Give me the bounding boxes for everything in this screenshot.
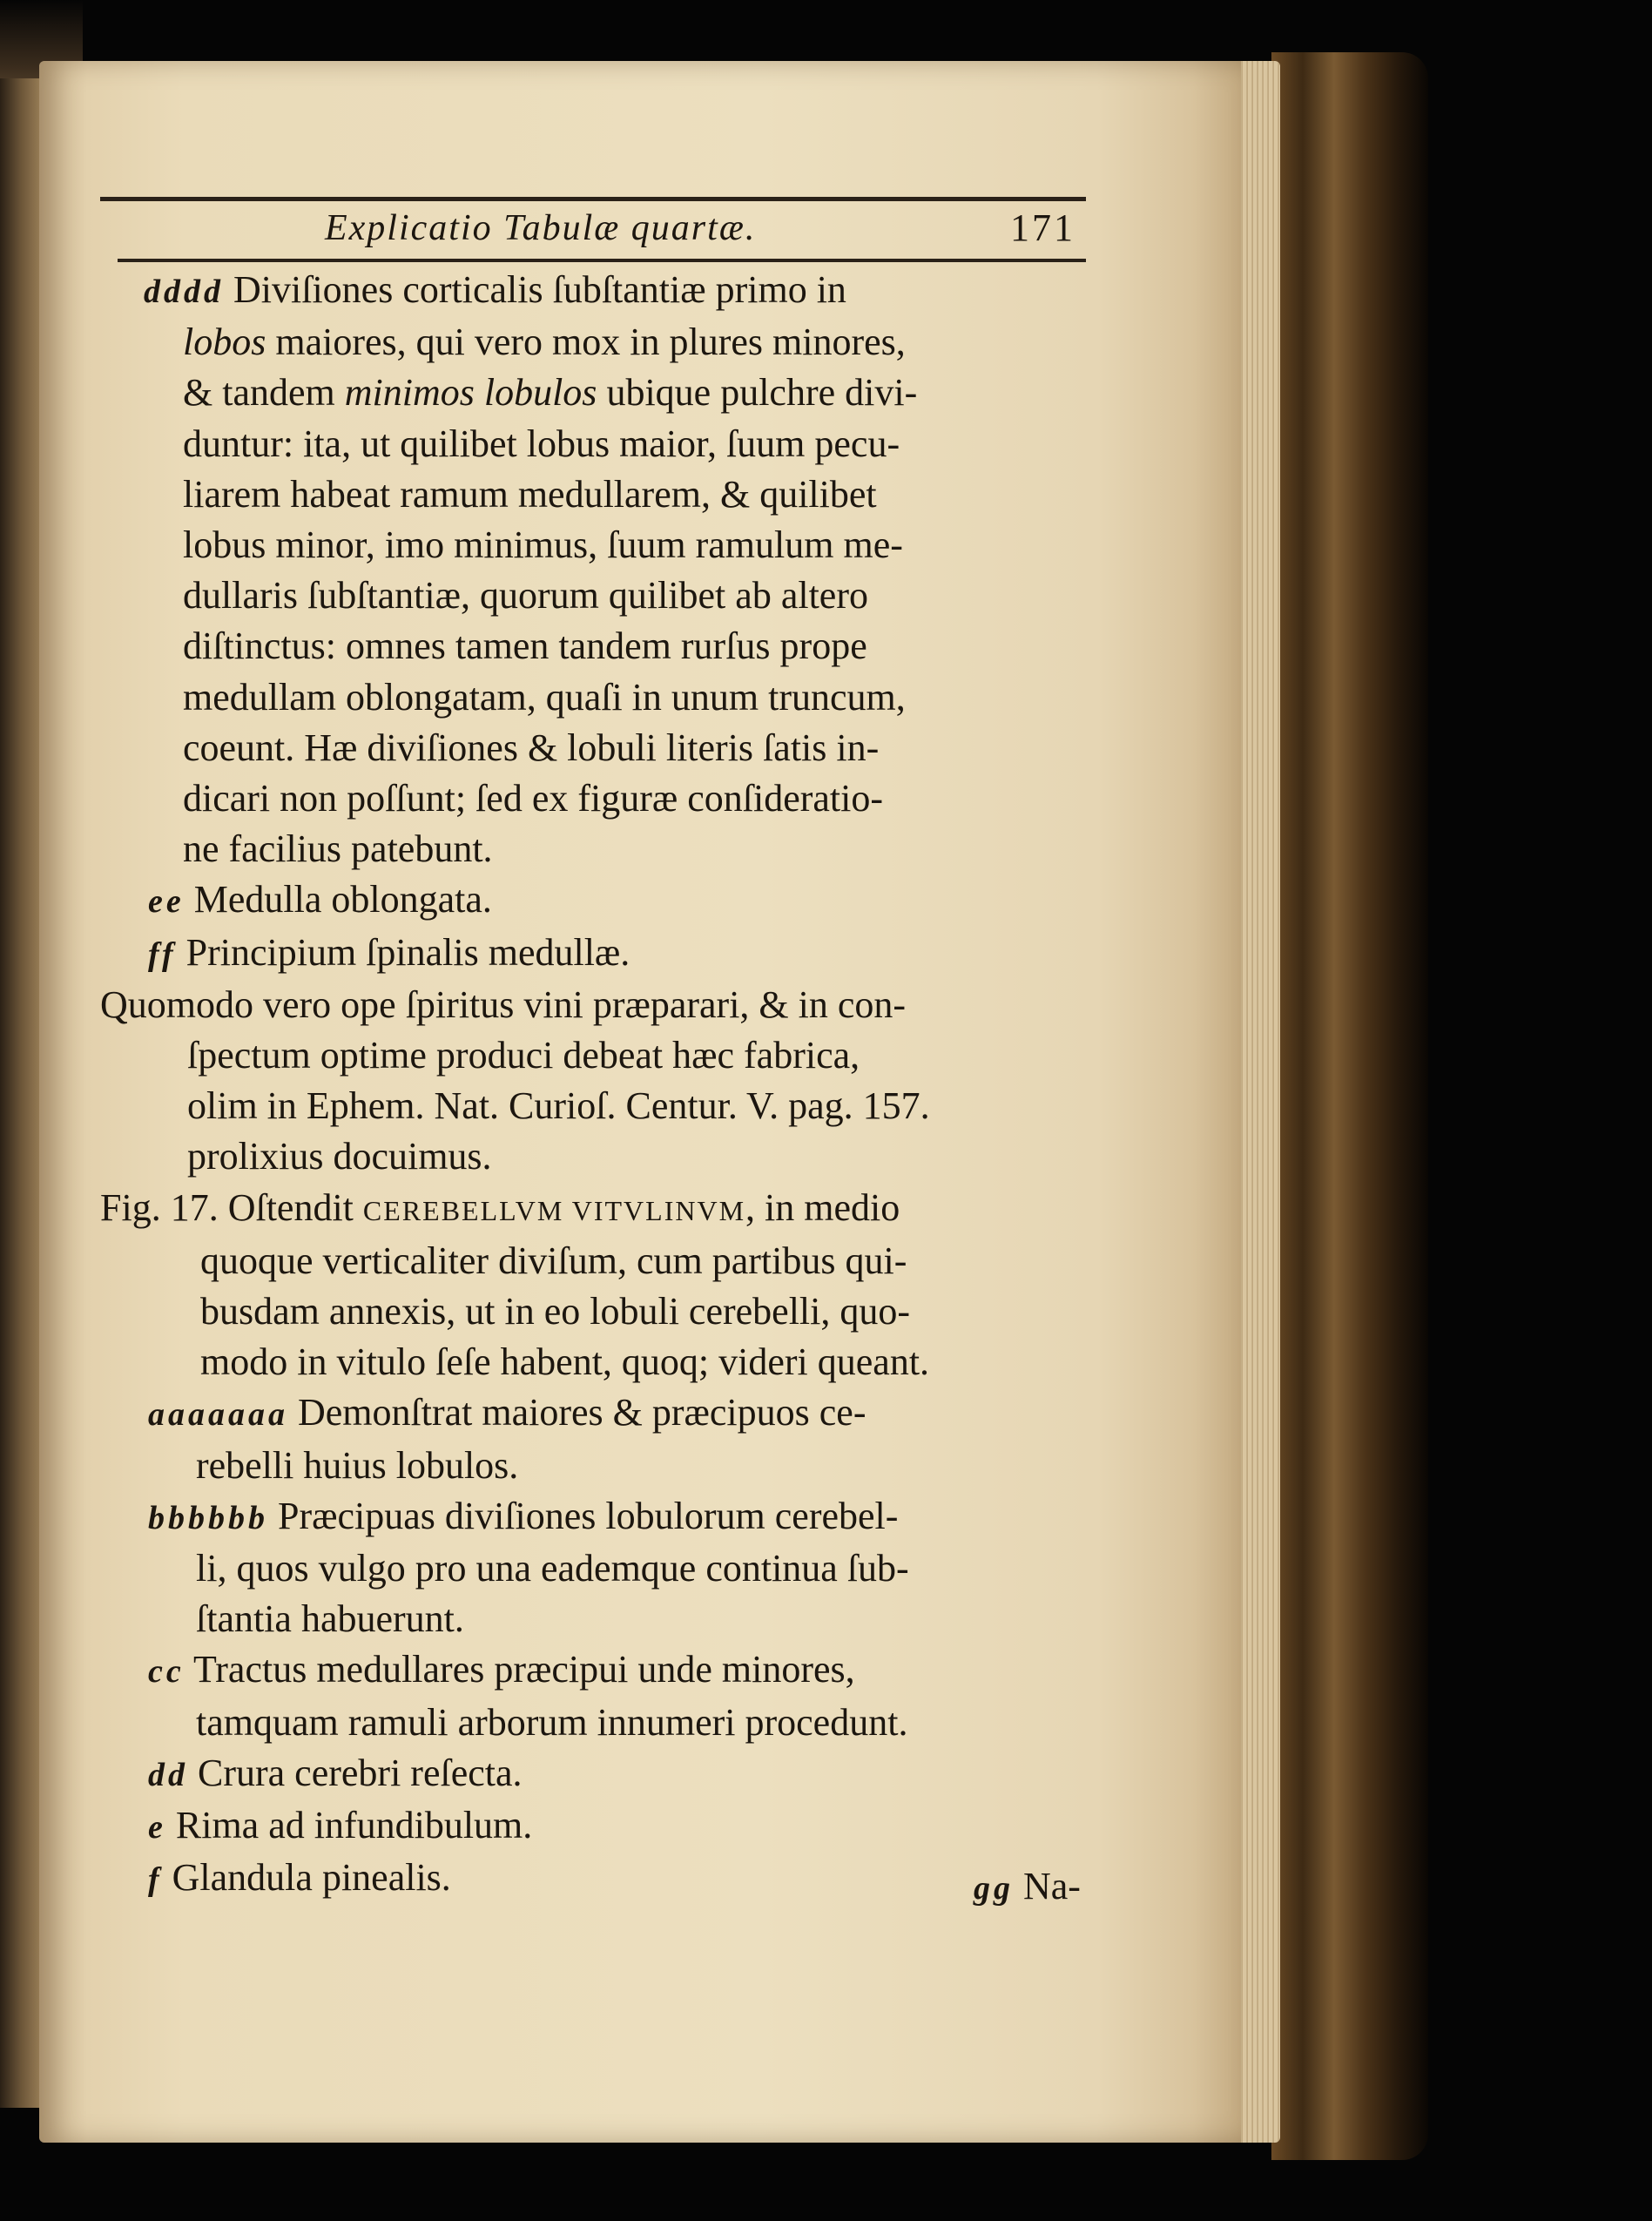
text-line	[100, 621, 1123, 672]
text-run: Medulla oblongata.	[184, 878, 492, 921]
text-line	[100, 1081, 1123, 1131]
text-line	[100, 1337, 1123, 1387]
text-line	[100, 1236, 1123, 1286]
figure-key: dd	[148, 1756, 188, 1793]
text-line	[100, 980, 1123, 1030]
text-run: modo in vitulo ſeſe habent, quoq; videri queant.	[200, 1340, 930, 1384]
text-run: coeunt. Hæ diviſiones & lobuli literis ſatis in-	[183, 726, 880, 769]
text-run: ne facilius patebunt.	[183, 827, 493, 871]
text-line	[100, 520, 1123, 570]
text-line	[100, 469, 1123, 520]
entry	[100, 874, 1123, 927]
text-line	[100, 1183, 1123, 1236]
text-run: Crura cerebri reſecta.	[188, 1751, 523, 1794]
catchword-text: Na-	[1023, 1865, 1081, 1907]
text-run: dicari non poſſunt; ſed ex figuræ conſideratio-	[183, 777, 884, 820]
text-line	[100, 773, 1123, 824]
figure-key: dddd	[144, 273, 224, 310]
text-run: rebelli huius lobulos.	[196, 1443, 519, 1487]
text-run: , in medio	[745, 1185, 900, 1229]
book-page	[39, 61, 1241, 2143]
text-line	[100, 265, 1123, 317]
text-run: Demonſtrat maiores & præcipuos ce-	[288, 1391, 866, 1435]
text-line	[100, 1800, 1123, 1853]
text-run: olim in Ephem. Nat. Curioſ. Centur. V. pag. 157.	[187, 1084, 930, 1128]
text-line	[100, 928, 1123, 980]
text-line	[100, 368, 1123, 418]
text-run: Quomodo vero ope ſpiritus vini præparari, & in con-	[100, 982, 907, 1026]
figure-key: aaaaaaa	[148, 1396, 288, 1434]
text-line	[100, 1030, 1123, 1081]
text-run: maiores, qui vero mox in plures minores,	[266, 321, 906, 364]
text-line	[100, 1131, 1123, 1182]
catchword-key: gg	[974, 1870, 1014, 1907]
text-run: quoque verticaliter diviſum, cum partibus qui-	[200, 1239, 907, 1282]
header-rule-top	[100, 197, 1086, 201]
text-run: medullam oblongatam, quaſi in unum truncum,	[183, 675, 906, 719]
text-run: lobus minor, imo minimus, ſuum ramulum me-	[183, 523, 903, 567]
text-run: li, quos vulgo pro una eademque continua ſub-	[196, 1547, 909, 1590]
text-run: Tractus medullares præcipui unde minores,	[184, 1648, 855, 1691]
text-run: ſpectum optime produci debeat hæc fabrica,	[187, 1034, 860, 1077]
text-line	[100, 1748, 1123, 1800]
text-run: liarem habeat ramum medullarem, & quilibet	[183, 472, 877, 516]
text-line	[100, 1698, 1123, 1748]
figure-key: ff	[148, 935, 177, 973]
text-line	[100, 723, 1123, 773]
text-run: lobos	[183, 321, 266, 364]
entry	[100, 1800, 1123, 1853]
text-run: tamquam ramuli arborum innumeri procedunt.	[196, 1700, 908, 1744]
text-run: Præcipuas diviſiones lobulorum cerebel-	[268, 1494, 899, 1537]
text-line	[100, 1594, 1123, 1644]
figure-key: cc	[148, 1653, 185, 1691]
entry	[100, 1491, 1123, 1645]
text-line	[100, 419, 1123, 469]
text-line	[100, 1387, 1123, 1440]
text-line	[100, 1644, 1123, 1697]
text-run: minimos lobulos	[344, 371, 597, 415]
figure-key: bbbbbb	[148, 1499, 268, 1536]
text-line	[100, 317, 1123, 368]
text-run: ſtantia habuerunt.	[196, 1597, 464, 1641]
entry	[100, 980, 1123, 1183]
text-run: Diviſiones corticalis ſubſtantiæ primo in	[224, 268, 846, 311]
text-line	[100, 1853, 1123, 1905]
entry	[100, 1748, 1123, 1800]
text-line	[100, 570, 1123, 621]
text-line	[100, 874, 1123, 927]
book-spine	[1271, 52, 1428, 2160]
text-run: CEREBELLVM VITVLINVM	[362, 1194, 746, 1226]
text-run: & tandem	[183, 371, 345, 415]
text-line	[100, 1441, 1123, 1491]
text-run: busdam annexis, ut in eo lobuli cerebelli, quo-	[200, 1290, 911, 1333]
text-line	[100, 672, 1123, 723]
text-line	[100, 1491, 1123, 1543]
text-run: dullaris ſubſtantiæ, quorum quilibet ab altero	[183, 574, 868, 618]
text-run: diſtinctus: omnes tamen tandem rurſus prope	[183, 624, 867, 668]
figure-key: e	[148, 1809, 166, 1846]
entry	[100, 928, 1123, 980]
page-number: 171	[1010, 206, 1075, 249]
entry	[100, 1183, 1123, 1388]
entry	[100, 1387, 1123, 1490]
text-run: ubique pulchre divi-	[597, 371, 918, 415]
text-run: Principium ſpinalis medullæ.	[176, 930, 630, 974]
entry	[100, 265, 1123, 874]
running-title: Explicatio Tabulæ quartæ.	[325, 208, 757, 248]
text-line	[100, 1286, 1123, 1337]
text-run: Fig. 17. Oſtendit	[100, 1185, 363, 1229]
catchword	[974, 1864, 1081, 1908]
text-line	[100, 824, 1123, 874]
text-run: Glandula pinealis.	[162, 1856, 451, 1900]
figure-key: ee	[148, 883, 185, 921]
text-run: prolixius docuimus.	[187, 1135, 492, 1178]
header-rule-bottom	[118, 259, 1086, 262]
text-line	[100, 1543, 1123, 1594]
page-body	[100, 265, 1123, 1906]
entry	[100, 1853, 1123, 1905]
figure-key: f	[148, 1861, 163, 1899]
page-content	[100, 174, 1123, 1906]
entry	[100, 1644, 1123, 1747]
text-run: duntur: ita, ut quilibet lobus maior, ſuum pecu-	[183, 422, 900, 465]
text-run: Rima ad infundibulum.	[165, 1804, 533, 1847]
